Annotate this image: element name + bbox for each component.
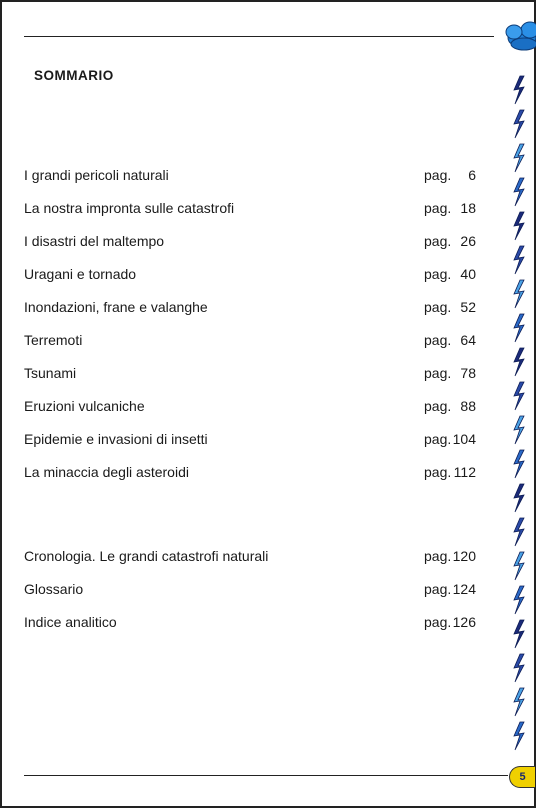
lightning-bolt-icon xyxy=(514,552,524,580)
lightning-bolt-icon xyxy=(514,620,524,648)
bottom-rule xyxy=(24,775,508,776)
toc-entry-page-number: 88 xyxy=(460,398,476,414)
toc-entry-page-label: pag. xyxy=(424,464,452,480)
toc-entry-page-label: pag. xyxy=(424,167,452,183)
lightning-bolt-icon xyxy=(514,518,524,546)
lightning-bolt-icon xyxy=(514,178,524,206)
toc-entry xyxy=(24,332,476,354)
toc-entry-page-number: 40 xyxy=(460,266,476,282)
toc-entry-page-label: pag. xyxy=(424,365,452,381)
lightning-bolt-icon xyxy=(514,212,524,240)
toc-entry xyxy=(24,614,476,636)
page-number-badge: 5 xyxy=(509,766,535,788)
lightning-bolt-column xyxy=(514,76,524,750)
toc-entry-page-label: pag. xyxy=(424,431,452,447)
toc-entry-title: Eruzioni vulcaniche xyxy=(24,398,145,414)
lightning-bolt-icon xyxy=(514,382,524,410)
lightning-bolt-icon xyxy=(514,144,524,172)
lightning-bolt-icon xyxy=(514,722,524,750)
lightning-bolt-icon xyxy=(514,484,524,512)
toc-entry-page-label: pag. xyxy=(424,266,452,282)
toc-entry-title: Indice analitico xyxy=(24,614,117,630)
storm-cloud-icon xyxy=(506,22,536,50)
lightning-bolt-icon xyxy=(514,110,524,138)
toc-entry xyxy=(24,233,476,255)
toc-entry-page-number: 52 xyxy=(460,299,476,315)
toc-entry-page-label: pag. xyxy=(424,332,452,348)
toc-entry xyxy=(24,365,476,387)
lightning-bolt-icon xyxy=(514,688,524,716)
top-rule xyxy=(24,36,494,37)
lightning-bolt-icon xyxy=(514,450,524,478)
toc-entry xyxy=(24,200,476,222)
toc-entry-title: La minaccia degli asteroidi xyxy=(24,464,189,480)
lightning-bolt-icon xyxy=(514,654,524,682)
toc-entry-title: Tsunami xyxy=(24,365,77,381)
lightning-bolt-icon xyxy=(514,314,524,342)
toc-entry-page-number: 26 xyxy=(460,233,476,249)
toc-entry-title: Cronologia. Le grandi catastrofi naturali xyxy=(24,548,269,564)
toc-entry-page-number: 64 xyxy=(460,332,476,348)
toc-entry-title: Terremoti xyxy=(24,332,83,348)
toc-entry-page-number: 112 xyxy=(453,464,476,480)
toc-entry-title: La nostra impronta sulle catastrofi xyxy=(24,200,235,216)
toc-entry-page-label: pag. xyxy=(424,200,452,216)
toc-entry-page-label: pag. xyxy=(424,299,452,315)
storm-decoration xyxy=(500,16,536,756)
toc-entry-page-label: pag. xyxy=(424,398,452,414)
toc-entry-title: Uragani e tornado xyxy=(24,266,137,282)
toc-entry-page-label: pag. xyxy=(424,548,452,564)
toc-entry-page-label: pag. xyxy=(424,233,452,249)
toc-entry-title: Epidemie e invasioni di insetti xyxy=(24,431,208,447)
lightning-bolt-icon xyxy=(514,76,524,104)
toc-entry-page-number: 120 xyxy=(452,548,476,564)
toc-entry-page-number: 104 xyxy=(452,431,476,447)
toc-entry-title: I grandi pericoli naturali xyxy=(24,167,169,183)
toc-entry-page-number: 6 xyxy=(468,167,476,183)
toc-entry xyxy=(24,167,476,189)
toc-entry-page-number: 124 xyxy=(452,581,476,597)
lightning-bolt-icon xyxy=(514,348,524,376)
toc-entry-title: Inondazioni, frane e valanghe xyxy=(24,299,208,315)
toc-entry-page-number: 126 xyxy=(452,614,476,630)
toc-entry xyxy=(24,581,476,603)
page-title: SOMMARIO xyxy=(34,68,114,83)
toc-entry-page-label: pag. xyxy=(424,581,452,597)
toc-entry xyxy=(24,398,476,420)
toc-entry-page-number: 18 xyxy=(460,200,476,216)
toc-entry xyxy=(24,266,476,288)
toc-entry-page-number: 78 xyxy=(460,365,476,381)
toc-entry xyxy=(24,431,476,453)
toc-entry-title: Glossario xyxy=(24,581,84,597)
toc-entry xyxy=(24,548,476,570)
lightning-bolt-icon xyxy=(514,246,524,274)
lightning-bolt-icon xyxy=(514,280,524,308)
toc-entry xyxy=(24,299,476,321)
toc-entry-title: I disastri del maltempo xyxy=(24,233,165,249)
toc-entry xyxy=(24,464,476,486)
lightning-bolt-icon xyxy=(514,586,524,614)
lightning-bolt-icon xyxy=(514,416,524,444)
toc-entry-page-label: pag. xyxy=(424,614,452,630)
